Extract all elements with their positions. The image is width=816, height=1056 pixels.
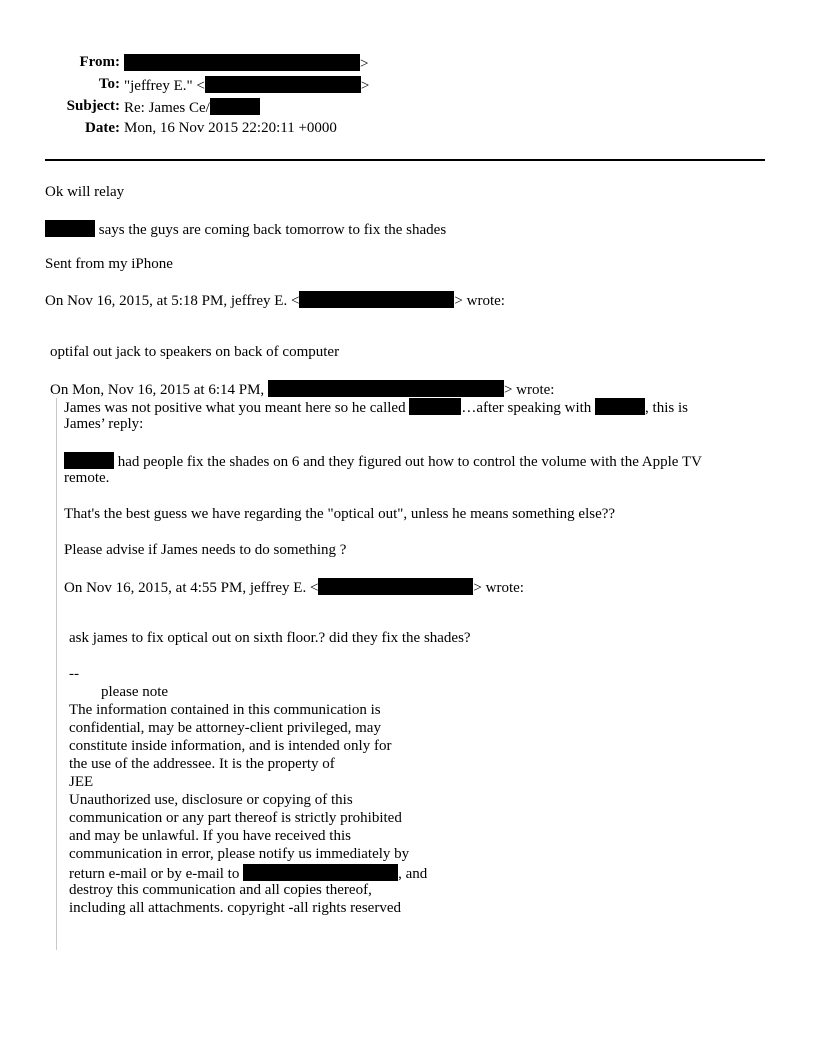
body-line [64, 452, 702, 471]
body-text: > wrote: [454, 293, 505, 309]
from-value [124, 54, 368, 73]
header-from [0, 54, 816, 74]
to-name: "jeffrey E." < [124, 78, 205, 94]
quote-header [45, 291, 505, 310]
signature-line: Unauthorized use, disclosure or copying of this [69, 792, 353, 808]
subject-value [124, 98, 260, 117]
body-text: James was not positive what you meant here so he called [64, 400, 406, 416]
header-date [0, 120, 816, 140]
redaction-box [205, 76, 361, 93]
signature-note: please note [101, 684, 169, 700]
to-label: To: [98, 76, 120, 92]
body-line: Ok will relay [45, 184, 125, 200]
signature-line: communication in error, please notify us immediately by [69, 846, 410, 862]
body-line: That's the best guess we have regarding the "optical out", unless he means something else?? [64, 506, 616, 522]
body-text: > wrote: [503, 382, 555, 398]
signature-line [69, 864, 427, 883]
signature-line: including all attachments. copyright -all rights reserved [69, 900, 401, 916]
signature-line: and may be unlawful. If you have received this [69, 828, 351, 844]
redaction-box [210, 98, 260, 115]
header-subject [0, 98, 816, 118]
quote-bar [56, 398, 57, 950]
redaction-box [243, 864, 398, 881]
date-value: Mon, 16 Nov 2015 22:20:11 +0000 [124, 120, 337, 136]
signature-line: JEE [69, 774, 94, 790]
redaction-box [595, 398, 645, 415]
body-text: On Nov 16, 2015, at 5:18 PM, jeffrey E. < [45, 293, 300, 309]
body-text: , and [398, 866, 428, 882]
from-label: From: [79, 54, 120, 70]
redaction-box [409, 398, 461, 415]
redaction-box [64, 452, 114, 469]
signature-dashes: -- [69, 666, 79, 682]
body-line: James’ reply: [64, 416, 144, 432]
body-line [45, 220, 446, 239]
body-line: remote. [64, 470, 110, 486]
signature-line: constitute inside information, and is intended only for [69, 738, 392, 754]
body-text: had people fix the shades on 6 and they figured out how to control the volume with the Apple TV [117, 454, 702, 470]
body-text: On Mon, Nov 16, 2015 at 6:14 PM, [50, 382, 265, 398]
redaction-box [318, 578, 473, 595]
redaction-box [45, 220, 95, 237]
body-text: says the guys are coming back tomorrow to fix the shades [98, 222, 447, 238]
signature-line: the use of the addressee. It is the property of [69, 756, 335, 772]
bracket: > [360, 78, 370, 94]
quote-header [64, 578, 524, 597]
signature-line: destroy this communication and all copies thereof, [69, 882, 372, 898]
body-line [64, 398, 688, 417]
body-line: Please advise if James needs to do something ? [64, 542, 347, 558]
body-line: optifal out jack to speakers on back of computer [50, 344, 340, 360]
signature-line: confidential, may be attorney-client privileged, may [69, 720, 381, 736]
body-text: On Nov 16, 2015, at 4:55 PM, jeffrey E. < [64, 580, 319, 596]
body-line: Sent from my iPhone [45, 256, 173, 272]
redaction-box [124, 54, 360, 71]
body-text: return e-mail or by e-mail to [69, 866, 240, 882]
bracket: > [360, 56, 369, 72]
subject-text: Re: James Ce/ [124, 100, 210, 116]
subject-label: Subject: [66, 98, 120, 114]
signature-line: The information contained in this communication is [69, 702, 381, 718]
body-text: …after speaking with [461, 400, 592, 416]
redaction-box [299, 291, 454, 308]
body-line: ask james to fix optical out on sixth floor.? did they fix the shades? [69, 630, 471, 646]
date-label: Date: [85, 120, 120, 136]
signature-line: communication or any part thereof is strictly prohibited [69, 810, 402, 826]
to-value [124, 76, 369, 95]
body-text: > wrote: [473, 580, 524, 596]
header-to [0, 76, 816, 96]
redaction-box [268, 380, 504, 397]
body-text: , this is [645, 400, 688, 416]
header-divider [45, 159, 765, 161]
quote-header [50, 380, 554, 399]
